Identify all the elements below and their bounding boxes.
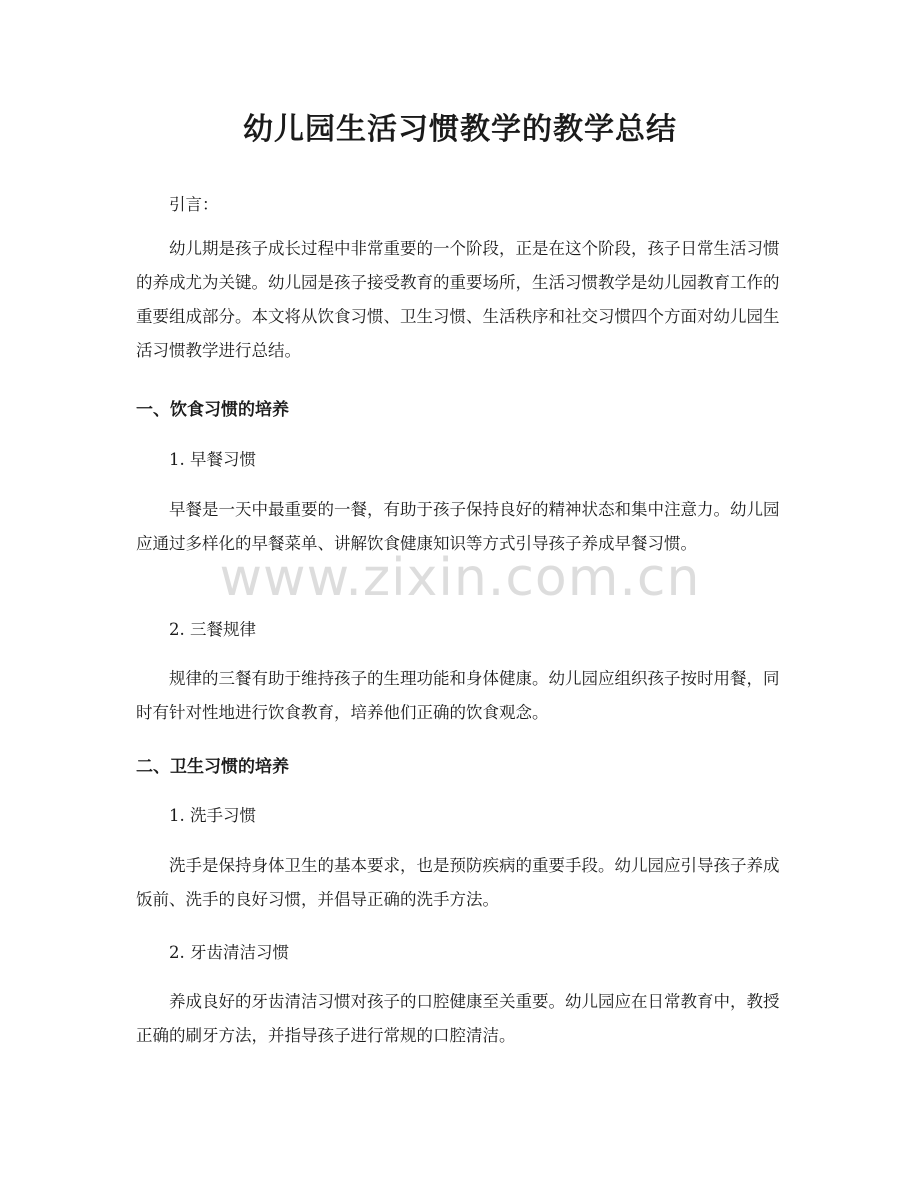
subheading-breakfast: 1. 早餐习惯: [169, 450, 256, 469]
intro-label: 引言：: [169, 195, 219, 214]
subheading-three-meals: 2. 三餐规律: [169, 620, 256, 639]
subheading-handwashing: 1. 洗手习惯: [169, 806, 256, 825]
page-title: 幼儿园生活习惯教学的教学总结: [243, 112, 677, 147]
subheading-teeth: 2. 牙齿清洁习惯: [169, 943, 289, 962]
paragraph-three-meals: 规律的三餐有助于维持孩子的生理功能和身体健康。幼儿园应组织孩子按时用餐，同时有针对性地进行饮食教育，培养他们正确的饮食观念。: [136, 669, 780, 722]
paragraph-teeth: 养成良好的牙齿清洁习惯对孩子的口腔健康至关重要。幼儿园应在日常教育中，教授正确的刷牙方法，并指导孩子进行常规的口腔清洁。: [136, 992, 780, 1045]
intro-paragraph: 幼儿期是孩子成长过程中非常重要的一个阶段，正是在这个阶段，孩子日常生活习惯的养成尤为关键。幼儿园是孩子接受教育的重要场所，生活习惯教学是幼儿园教育工作的重要组成部分。本文将从饮食习惯、卫生习惯、生活秩序和社交习惯四个方面对幼儿园生活习惯教学进行总结。: [136, 239, 780, 360]
watermark: www.zixin.com.cn: [219, 548, 701, 608]
section-heading-diet: 一、饮食习惯的培养: [136, 400, 289, 420]
section-heading-hygiene: 二、卫生习惯的培养: [136, 757, 289, 777]
paragraph-breakfast: 早餐是一天中最重要的一餐，有助于孩子保持良好的精神状态和集中注意力。幼儿园应通过多样化的早餐菜单、讲解饮食健康知识等方式引导孩子养成早餐习惯。: [136, 500, 780, 553]
paragraph-handwashing: 洗手是保持身体卫生的基本要求，也是预防疾病的重要手段。幼儿园应引导孩子养成饭前、洗手的良好习惯，并倡导正确的洗手方法。: [136, 856, 780, 909]
